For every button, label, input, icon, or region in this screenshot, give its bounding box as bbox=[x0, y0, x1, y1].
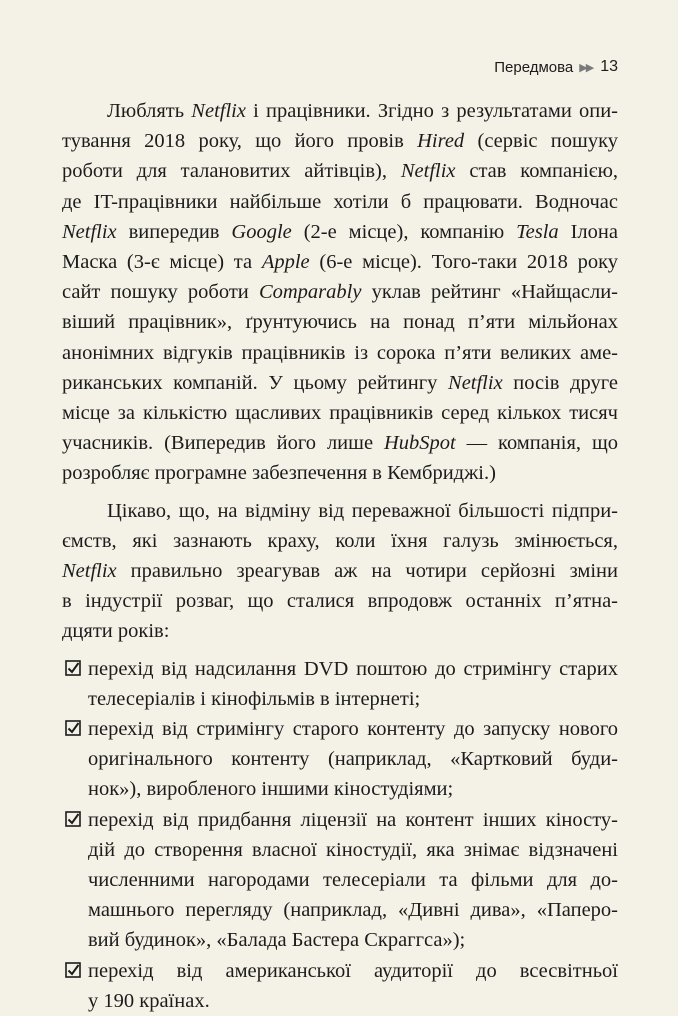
italic-name: Comparably bbox=[258, 281, 362, 304]
list-item-line: у 190 країнах. bbox=[88, 989, 210, 1012]
text-line: дцяти років: bbox=[62, 620, 170, 643]
text-line: Маска (3-є місце) та Apple (6-е місце). Того-таки 2018 року bbox=[62, 251, 618, 274]
text-line: тування 2018 року, що його провів Hired (сервіс пошуку bbox=[62, 130, 618, 153]
checkbox-checked-icon bbox=[62, 962, 84, 978]
text-line: анонімних відгуків працівників із сорока п’яти великих аме- bbox=[62, 341, 618, 364]
checkbox-checked-icon bbox=[62, 720, 84, 736]
list-item-line: численними нагородами телесеріали та фільми для до- bbox=[88, 869, 618, 892]
bullet-list bbox=[62, 654, 618, 1016]
page-number: 13 bbox=[600, 58, 618, 75]
text-line: учасників. (Випередив його лише HubSpot — компанія, що bbox=[62, 432, 619, 455]
text-line: в індустрії розваг, що сталися впродовж останніх п’ятна- bbox=[62, 590, 618, 613]
list-item-line: перехід від надсилання DVD поштою до стримінгу старих bbox=[88, 657, 618, 680]
italic-name: Netflix bbox=[62, 560, 117, 583]
text-line: де IT-працівники найбільше хотіли б працювати. Водночас bbox=[62, 190, 618, 213]
list-item-line: оригінального контенту (наприклад, «Картковий буди- bbox=[88, 748, 618, 771]
italic-name: Google bbox=[231, 220, 292, 243]
list-item-line: перехід від придбання ліцензії на контент інших кіносту- bbox=[88, 808, 618, 831]
list-item-line: перехід від стримінгу старого контенту до запуску нового bbox=[88, 718, 618, 741]
text-line: роботи для талановитих айтівців), Netflix став компанією, bbox=[62, 160, 619, 183]
checkbox-checked-icon bbox=[62, 660, 84, 676]
italic-name: Apple bbox=[261, 251, 310, 274]
text-line: ємств, які зазнають краху, коли їхня галузь змінюється, bbox=[62, 529, 618, 552]
italic-name: Netflix bbox=[191, 100, 246, 122]
list-item bbox=[62, 805, 618, 956]
text-line: Netflix правильно зреагував аж на чотири серйозні зміни bbox=[62, 560, 618, 583]
list-item-line: вий будинок», «Балада Бастера Скраггса»); bbox=[88, 929, 466, 952]
list-item-line: перехід від американської аудиторії до всесвітньої bbox=[88, 959, 618, 982]
double-arrow-icon: ▶▶ bbox=[579, 61, 593, 74]
list-item bbox=[62, 714, 618, 805]
list-item-line: телесеріалів і кінофільмів в інтернеті; bbox=[88, 687, 421, 710]
text-line: віший працівник», ґрунтуючись на понад п’яти мільйонах bbox=[62, 311, 618, 334]
text-line: Люблять Netflix і працівники. Згідно з результатами опи- bbox=[107, 100, 618, 122]
text-line: розробляє програмне забезпечення в Кембриджі.) bbox=[62, 462, 496, 485]
list-item-line: машнього перегляду (наприклад, «Дивні дива», «Паперо- bbox=[88, 899, 618, 922]
italic-name: Netflix bbox=[400, 160, 456, 183]
list-item-line: нок»), виробленого іншими кіностудіями; bbox=[88, 778, 454, 801]
list-item bbox=[62, 956, 618, 1016]
section-title: Передмова bbox=[494, 58, 574, 76]
italic-name: Tesla bbox=[516, 220, 559, 243]
italic-name: Netflix bbox=[62, 220, 117, 243]
page-body bbox=[62, 96, 618, 1016]
running-header bbox=[494, 58, 618, 76]
list-item bbox=[62, 654, 618, 714]
checkbox-checked-icon bbox=[62, 811, 84, 827]
italic-name: Hired bbox=[417, 130, 465, 153]
text-line: Цікаво, що, на відміну від переважної більшості підпри- bbox=[107, 499, 618, 522]
text-line: риканських компаній. У цьому рейтингу Netflix посів друге bbox=[62, 371, 618, 394]
text-line: Netflix випередив Google (2-е місце), компанію Tesla Ілона bbox=[62, 220, 618, 243]
list-item-line: дій до створення власної кіностудії, яка знімає відзначені bbox=[88, 838, 618, 861]
italic-name: HubSpot bbox=[383, 432, 456, 455]
text-line: місце за кількістю щасливих працівників серед кількох тисяч bbox=[62, 402, 618, 425]
paragraph-2 bbox=[62, 496, 618, 647]
paragraph-1 bbox=[62, 96, 618, 489]
text-line: сайт пошуку роботи Comparably уклав рейтинг «Найщасли- bbox=[62, 281, 618, 304]
italic-name: Netflix bbox=[448, 371, 503, 394]
